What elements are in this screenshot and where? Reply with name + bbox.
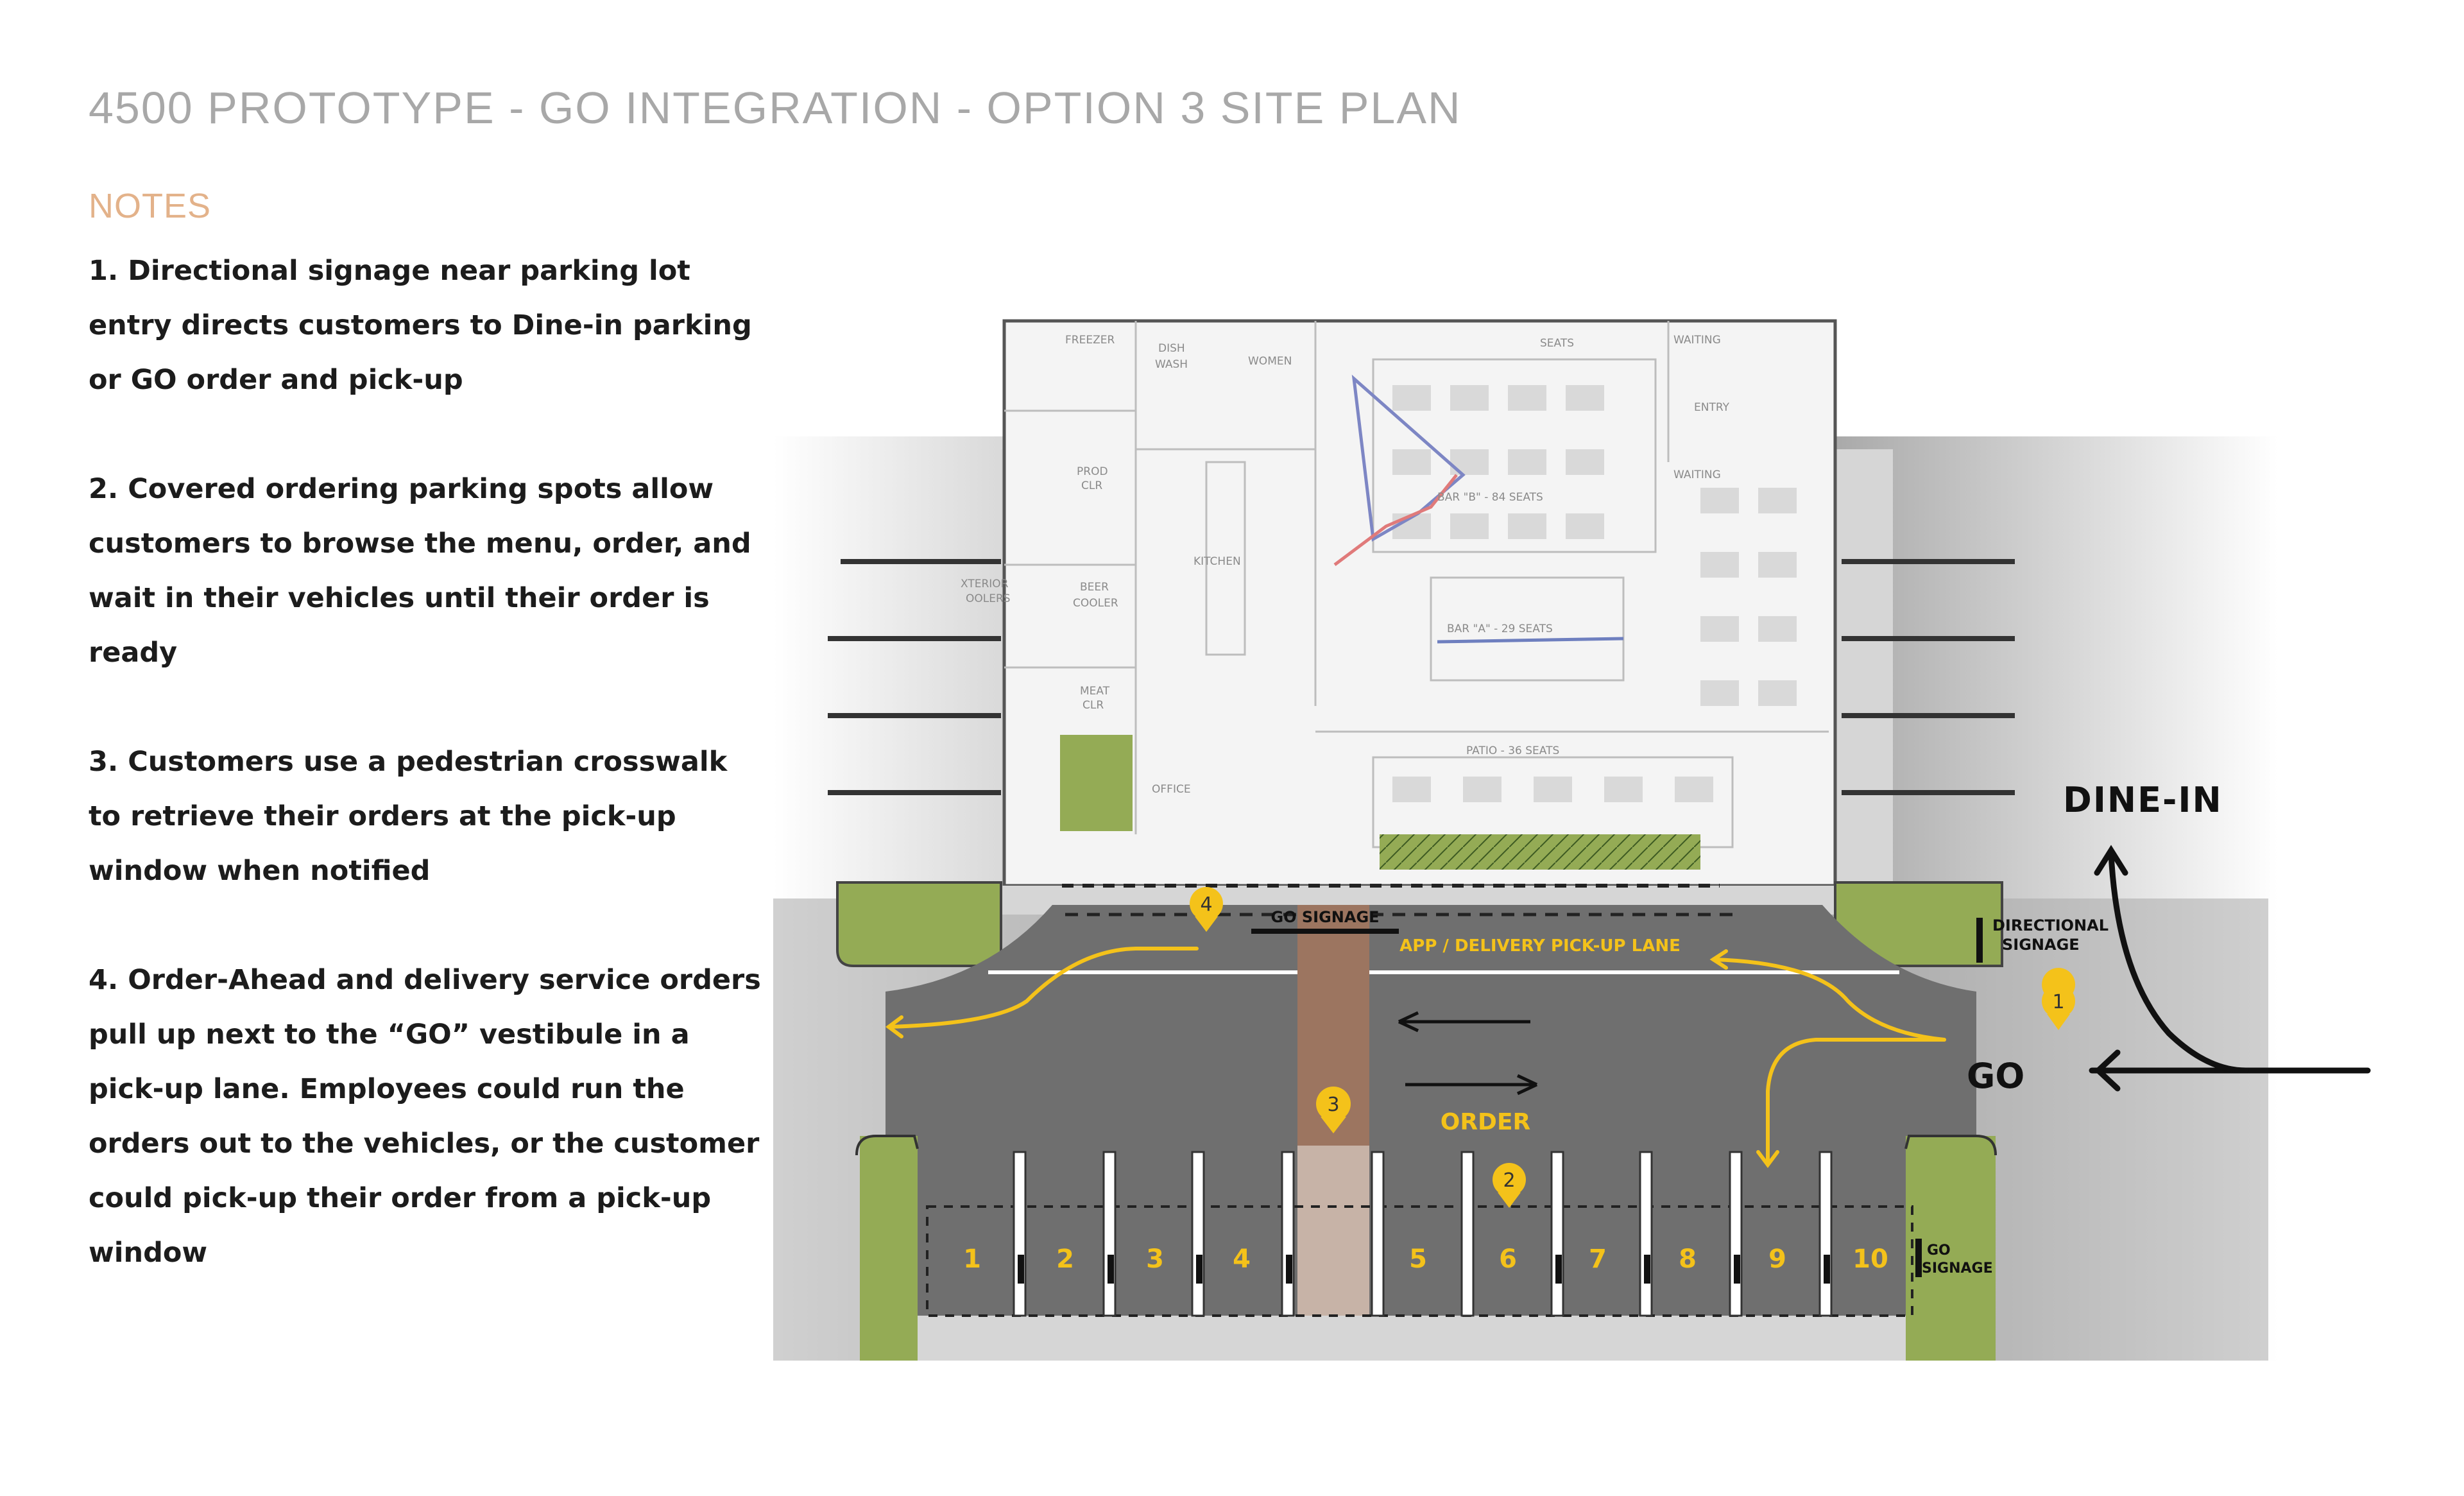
label-waiting-top: WAITING [1673, 334, 1721, 347]
go-signage-right-post [1915, 1239, 1922, 1277]
label-prod: PROD [1077, 465, 1108, 478]
spot-number-1: 1 [963, 1244, 981, 1274]
label-waiting-mid: WAITING [1673, 469, 1721, 481]
marker-3-number: 3 [1327, 1094, 1340, 1116]
parking-row-asphalt [886, 1146, 1976, 1316]
label-women: WOMEN [1248, 355, 1292, 368]
directional-signage-label-2: SIGNAGE [2002, 936, 2080, 954]
spot-number-10: 10 [1852, 1244, 1888, 1274]
order-label: ORDER [1440, 1109, 1531, 1135]
bottom-sidewalk [918, 1316, 1906, 1361]
page-title: 4500 PROTOTYPE - GO INTEGRATION - OPTION 3 SITE PLAN [89, 83, 1462, 133]
note-2: 2. Covered ordering parking spots allow customers to browse the menu, order, and wait in their vehicles until their order is ready [89, 473, 751, 669]
label-entry: ENTRY [1694, 401, 1729, 414]
label-office: OFFICE [1152, 783, 1191, 796]
left-island-lower [860, 1136, 918, 1361]
label-prod-clr: CLR [1081, 479, 1103, 492]
label-patio: PATIO - 36 SEATS [1466, 744, 1560, 757]
building-landscape [1060, 735, 1133, 831]
label-exterior: XTERIOR [961, 578, 1009, 590]
note-4: 4. Order-Ahead and delivery service orders pull up next to the “GO” vestibule in a pick-up lane. Employees could run the orders out to the vehicles, or the customer could pick-up their order from a pick-up window [89, 964, 761, 1269]
note-3: 3. Customers use a pedestrian crosswalk to retrieve their orders at the pick-up window when notified [89, 746, 728, 887]
spot-number-7: 7 [1589, 1244, 1607, 1274]
label-dish: DISH [1158, 342, 1185, 355]
go-signage-right-label-1: GO [1927, 1242, 1951, 1259]
go-signage-top-label: GO SIGNAGE [1270, 908, 1380, 926]
label-beer-cooler: COOLER [1073, 597, 1118, 610]
directional-signage-label-1: DIRECTIONAL [1992, 916, 2109, 934]
marker-4-number: 4 [1200, 893, 1213, 916]
spot-number-5: 5 [1409, 1244, 1427, 1274]
label-wash: WASH [1155, 358, 1188, 371]
label-seats-top: SEATS [1540, 337, 1575, 350]
label-freezer: FREEZER [1065, 334, 1115, 347]
go-label: GO [1967, 1056, 2025, 1096]
label-coolers: OOLERS [966, 592, 1011, 605]
note-1: 1. Directional signage near parking lot entry directs customers to Dine-in parking or GO order and pick-up [89, 255, 752, 396]
spot-number-3: 3 [1146, 1244, 1164, 1274]
label-bar-a: BAR "A" - 29 SEATS [1447, 623, 1553, 635]
go-signage-post [1251, 929, 1399, 934]
right-sidewalk [1829, 449, 1893, 911]
label-meat: MEAT [1080, 685, 1110, 698]
left-island-upper [837, 882, 1001, 966]
crosswalk-spot [1297, 1146, 1369, 1316]
directional-sign [1976, 918, 1983, 963]
spot-number-8: 8 [1679, 1244, 1697, 1274]
marker-2-number: 2 [1503, 1169, 1516, 1192]
go-signage-right-label-2: SIGNAGE [1922, 1260, 1993, 1277]
pickup-lane-label: APP / DELIVERY PICK-UP LANE [1399, 936, 1681, 956]
spot-number-9: 9 [1768, 1244, 1786, 1274]
spot-number-4: 4 [1233, 1244, 1251, 1274]
dine-in-label: DINE-IN [2063, 780, 2223, 820]
spot-number-6: 6 [1499, 1244, 1517, 1274]
marker-1-number: 1 [2052, 991, 2065, 1013]
spot-number-2: 2 [1056, 1244, 1074, 1274]
notes-heading: NOTES [89, 187, 212, 225]
label-kitchen: KITCHEN [1194, 555, 1241, 568]
label-meat-clr: CLR [1082, 699, 1104, 712]
label-bar-b: BAR "B" - 84 SEATS [1437, 491, 1543, 504]
label-beer: BEER [1080, 581, 1109, 594]
building-floor-plan [961, 321, 1835, 886]
